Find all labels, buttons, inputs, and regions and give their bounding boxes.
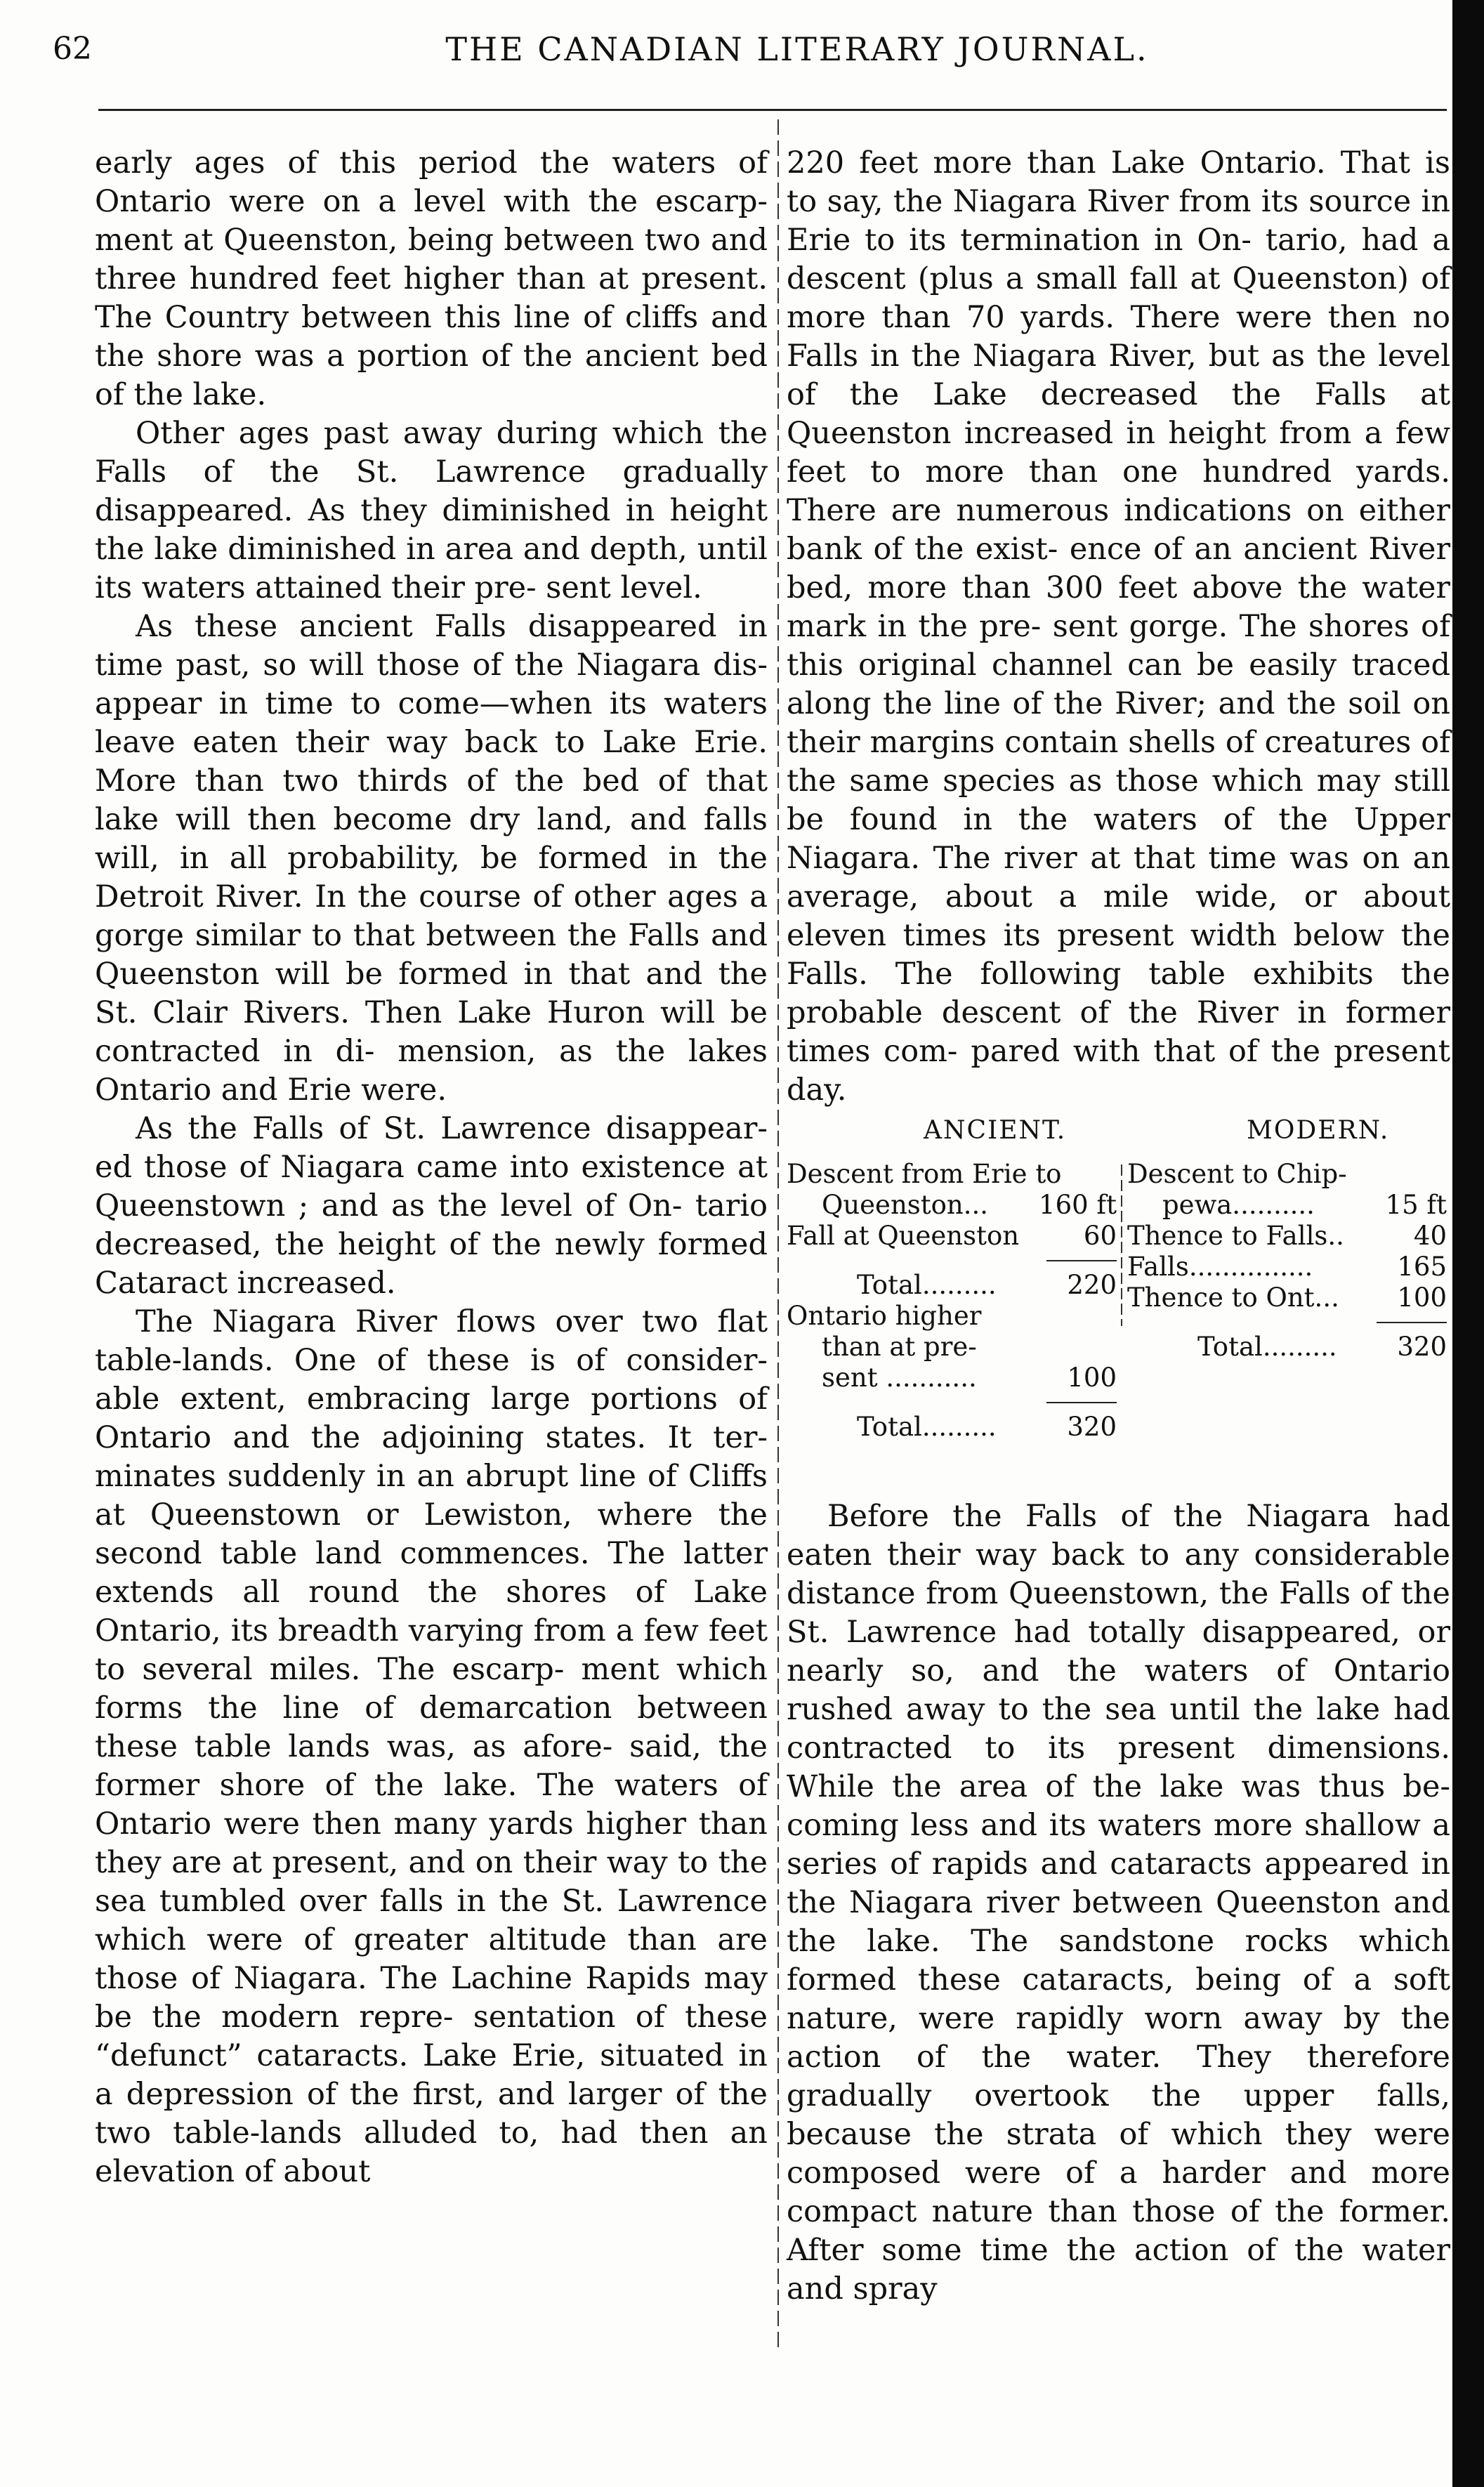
header-rule bbox=[98, 109, 1447, 111]
row-value: 160 ft bbox=[1039, 1190, 1117, 1220]
table-row bbox=[787, 1221, 1117, 1252]
table-row bbox=[1127, 1282, 1447, 1313]
row-value: 60 bbox=[1083, 1221, 1117, 1251]
sum-rule bbox=[1046, 1260, 1117, 1261]
row-label: Fall at Queenston bbox=[787, 1221, 1020, 1251]
table-row bbox=[1127, 1252, 1447, 1282]
row-value: 220 bbox=[1067, 1270, 1117, 1300]
row-label: Thence to Falls.. bbox=[1127, 1221, 1344, 1251]
row-value: 15 ft bbox=[1385, 1190, 1447, 1220]
row-value: 100 bbox=[1397, 1282, 1447, 1313]
ancient-heading: ANCIENT. bbox=[924, 1116, 1067, 1145]
row-label: Descent from Erie to bbox=[787, 1159, 1062, 1189]
table-row bbox=[1127, 1190, 1447, 1221]
row-label: Ontario higher bbox=[787, 1301, 982, 1331]
table-row bbox=[787, 1363, 1117, 1393]
row-label: pewa.......... bbox=[1162, 1190, 1315, 1220]
modern-heading: MODERN. bbox=[1247, 1116, 1390, 1145]
descent-table bbox=[787, 1115, 1450, 1488]
row-label: Thence to Ont... bbox=[1127, 1282, 1339, 1313]
paragraph: As the Falls of St. Lawrence disappear- ed those of Niagara came into existence at Queenstown ; and as the level of On- tario decreased, the height of the newly formed Cataract increased. bbox=[95, 1111, 768, 1301]
left-column bbox=[95, 144, 768, 2191]
row-value: 320 bbox=[1397, 1332, 1447, 1362]
running-title: THE CANADIAN LITERARY JOURNAL. bbox=[445, 30, 1149, 68]
row-label: Queenston... bbox=[822, 1190, 989, 1220]
row-label: Total......... bbox=[857, 1270, 997, 1300]
page-edge-shadow bbox=[1452, 0, 1484, 2487]
table-row bbox=[787, 1270, 1117, 1301]
row-value: 40 bbox=[1413, 1221, 1447, 1251]
row-label: sent ........... bbox=[822, 1363, 977, 1393]
table-row bbox=[1127, 1332, 1447, 1363]
row-value: 320 bbox=[1067, 1412, 1117, 1442]
paragraph: 220 feet more than Lake Ontario. That is to say, the Niagara River from its source in Erie to its termination in On- tario, had a descent (plus a small fall at Queenston) of more than 70 yards. There were then no Falls in the Niagara River, but as the level of the Lake decreased the Falls at Queenston increased in height from a few feet to more than one hundred yards. There are numerous indications on either bank of the exist- ence of an ancient River bed, more than 300 feet above the water mark in the pre- sent gorge. The shores of this original channel can be easily traced along the line of the River; and the soil on their margins contain shells of creatures of the same species as those which may still be found in the waters of the Upper Niagara. The river at that time was on an average, about a mile wide, or about eleven times its present width below the Falls. The following table exhibits the probable descent of the River in former times com- pared with that of the present day. bbox=[787, 145, 1450, 1108]
row-value: 165 bbox=[1397, 1252, 1447, 1282]
modern-table bbox=[1127, 1159, 1447, 1363]
page-header bbox=[53, 21, 1447, 77]
paragraph: early ages of this period the waters of Ontario were on a level with the escarp- ment at Queenston, being between two and three hundred feet higher than at present. The Country between this line of cliffs and the shore was a portion of the ancient bed of the lake. bbox=[95, 145, 768, 412]
table-row bbox=[787, 1412, 1117, 1443]
row-label: than at pre- bbox=[822, 1332, 977, 1362]
table-row bbox=[1127, 1221, 1447, 1252]
row-label: Total......... bbox=[1197, 1332, 1337, 1362]
page-number: 62 bbox=[53, 31, 92, 67]
table-row bbox=[787, 1301, 1117, 1332]
row-label: Total......... bbox=[857, 1412, 997, 1442]
paragraph: As these ancient Falls disappeared in time past, so will those of the Niagara dis- appear in time to come—when its waters leave eaten their way back to Lake Erie. More than two thirds of the bed of that lake will then become dry land, and falls will, in all probability, be formed in the Detroit River. In the course of other ages a gorge similar to that between the Falls and Queenston will be formed in that and the St. Clair Rivers. Then Lake Huron will be contracted in di- mension, as the lakes Ontario and Erie were. bbox=[95, 609, 768, 1108]
table-divider bbox=[1121, 1164, 1122, 1326]
column-divider bbox=[777, 119, 779, 2353]
table-row bbox=[1127, 1159, 1447, 1190]
paragraph: Other ages past away during which the Falls of the St. Lawrence gradually disappeared. As they diminished in height the lake diminished in area and depth, until its waters attained their pre- sent level. bbox=[95, 416, 768, 605]
sum-rule bbox=[1377, 1322, 1447, 1323]
table-row bbox=[787, 1190, 1117, 1221]
sum-rule bbox=[1046, 1402, 1117, 1403]
paragraph: The Niagara River flows over two flat table-lands. One of these is of consider- able extent, embracing large portions of Ontario and the adjoining states. It ter- minates suddenly in an abrupt line of Cliffs at Queenstown or Lewiston, where the second table land commences. The latter extends all round the shores of Lake Ontario, its breadth varying from a few feet to several miles. The escarp- ment which forms the line of demarcation between these table lands was, as afore- said, the former shore of the lake. The waters of Ontario were then many yards higher than they are at present, and on their way to the sea tumbled over falls in the St. Lawrence which were of greater altitude than are those of Niagara. The Lachine Rapids may be the modern repre- sentation of these “defunct” cataracts. Lake Erie, situated in a depression of the first, and larger of the two table-lands alluded to, had then an elevation of about bbox=[95, 1304, 768, 2189]
row-label: Descent to Chip- bbox=[1127, 1159, 1347, 1189]
ancient-table bbox=[787, 1159, 1117, 1443]
table-row bbox=[787, 1159, 1117, 1190]
right-column bbox=[787, 144, 1450, 2309]
row-label: Falls............... bbox=[1127, 1252, 1313, 1282]
paragraph: Before the Falls of the Niagara had eaten their way back to any considerable distance from Queenstown, the Falls of the St. Lawrence had totally disappeared, or nearly so, and the waters of Ontario rushed away to the sea until the lake had contracted to its present dimensions. While the area of the lake was thus be- coming less and its waters more shallow a series of rapids and cataracts appeared in the Niagara river between Queenston and the lake. The sandstone rocks which formed these cataracts, being of a soft nature, were rapidly worn away by the action of the water. They therefore gradually overtook the upper falls, because the strata of which they were composed were of a harder and more compact nature than those of the former. After some time the action of the water and spray bbox=[787, 1499, 1450, 2306]
table-row bbox=[787, 1332, 1117, 1363]
row-value: 100 bbox=[1067, 1363, 1117, 1393]
